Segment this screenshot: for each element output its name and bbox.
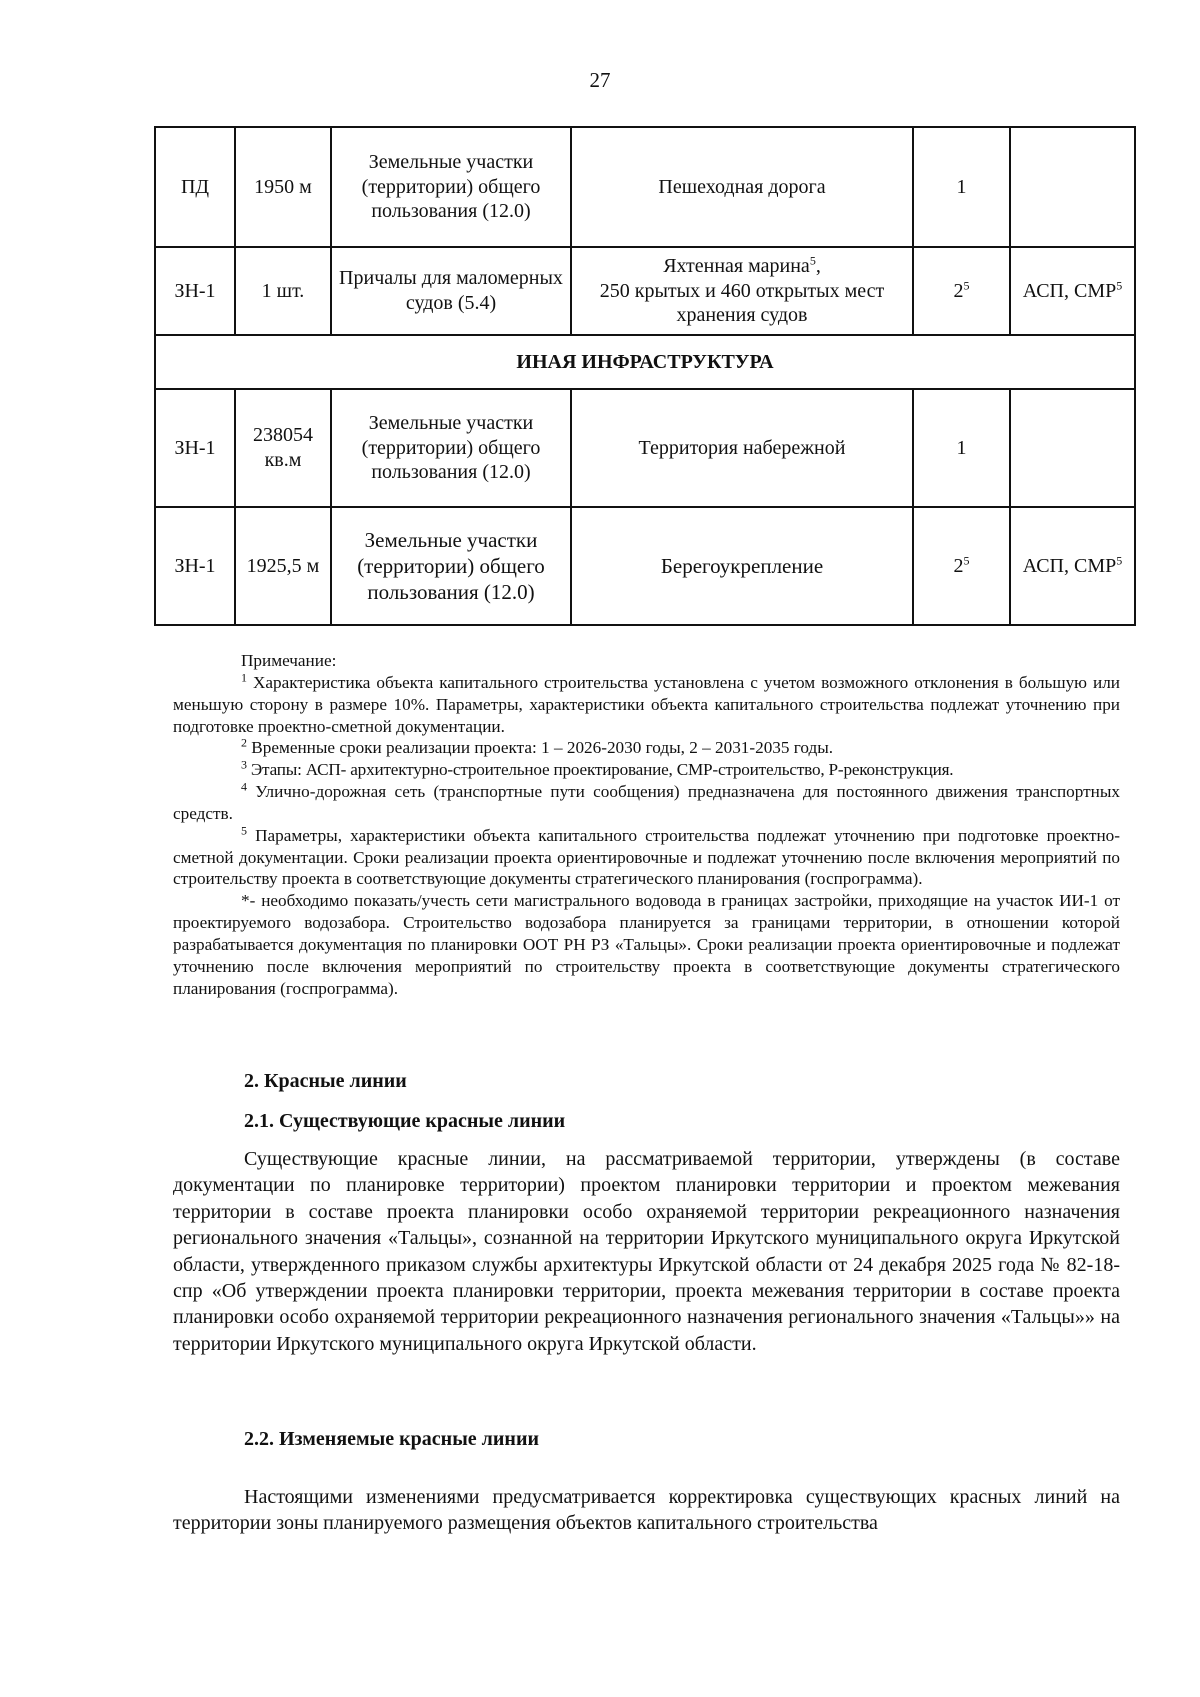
cell-stage: АСП, СМР$^5$ — [1010, 247, 1135, 335]
table-row — [155, 507, 1135, 625]
cell-size: 1950 м — [235, 127, 331, 247]
footnote-mark: 5 — [1116, 552, 1123, 567]
cell-size: 1 шт. — [235, 247, 331, 335]
cell-land-use: Причалы для маломерных судов (5.4) — [331, 247, 571, 335]
cell-object: Берегоукрепление — [571, 507, 913, 625]
notes-title: Примечание: — [241, 651, 337, 670]
cell-object: Пешеходная дорога — [571, 127, 913, 247]
objects-table — [154, 126, 1136, 626]
footnote-mark: 5 — [963, 552, 970, 567]
footnote-mark: 5 — [809, 253, 816, 268]
cell-stage: АСП, СМР$^5$ — [1010, 507, 1135, 625]
cell-period: 1 — [913, 389, 1010, 507]
cell-object: Территория набережной — [571, 389, 913, 507]
subsection-heading: 2.2. Изменяемые красные линии — [244, 1428, 539, 1450]
cell-size: 238054 кв.м — [235, 389, 331, 507]
footnote: $^5$ Параметры, характеристики объекта капитального строительства подлежат уточнению при подготовке проектно-сметной документации. Сроки реализации проекта ориентировочные и подлежат уточнению после включения мероприятий по строительству проекта в соответствующие документы стратегического планирования (госпрограмма). — [173, 823, 1120, 889]
cell-code: ПД — [155, 127, 235, 247]
cell-land-use: Земельные участки (территории) общего пользования (12.0) — [331, 389, 571, 507]
page-number: 27 — [589, 68, 611, 92]
footnote: $^4$ Улично-дорожная сеть (транспортные пути сообщения) предназначена для постоянного движения транспортных средств. — [173, 779, 1120, 823]
cell-period: 1 — [913, 127, 1010, 247]
footnote-mark: 5 — [963, 277, 970, 292]
cell-stage — [1010, 389, 1135, 507]
table-row — [155, 389, 1135, 507]
table-row — [155, 127, 1135, 247]
notes-block — [173, 650, 1120, 1000]
cell-size: 1925,5 м — [235, 507, 331, 625]
footnote: $^1$ Характеристика объекта капитального строительства установлена с учетом возможного отклонения в большую или меньшую сторону в размере 10%. Параметры, характеристики объекта капитального строительства подлежат уточнению при подготовке проектно-сметной документации. — [173, 670, 1120, 736]
footnote: $^2$ Временные сроки реализации проекта: 1 – 2026-2030 годы, 2 – 2031-2035 годы. — [241, 735, 834, 758]
cell-object: Яхтенная марина$^5$, 250 крытых и 460 открытых мест хранения судов — [571, 247, 913, 335]
cell-stage — [1010, 127, 1135, 247]
object-name: Яхтенная марина — [663, 254, 810, 277]
cell-code: ЗН-1 — [155, 247, 235, 335]
subsection-heading: 2.1. Существующие красные линии — [244, 1110, 566, 1132]
section-heading: 2. Красные линии — [244, 1070, 407, 1092]
subsection-text — [173, 1484, 1120, 1537]
paragraph: Существующие красные линии, на рассматриваемой территории, утверждены (в составе документации по планировке территории) проектом планировки территории и проектом межевания территории в составе проекта планировки особо охраняемой территории рекреационного назначения регионального значения «Тальцы», сознанной на территории Иркутского муниципального округа Иркутской области, утвержденного приказом службы архитектуры Иркутской области от 24 декабря 2025 года № 82-18-спр «Об утверждении проекта планировки территории, проекта межевания территории в составе проекта планировки особо охраняемой территории рекреационного назначения регионального значения «Тальцы»» на территории Иркутского муниципального округа Иркутской области. — [173, 1148, 1120, 1355]
table-row — [155, 247, 1135, 335]
cell-land-use: Земельные участки (территории) общего пользования (12.0) — [331, 127, 571, 247]
footnote: $^3$ Этапы: АСП- архитектурно-строительное проектирование, СМР-строительство, Р-реконструкция. — [241, 757, 954, 780]
table-section-row — [155, 335, 1135, 389]
footnote-mark: 5 — [1116, 277, 1123, 292]
cell-land-use: Земельные участки (территории) общего пользования (12.0) — [331, 507, 571, 625]
cell-code: ЗН-1 — [155, 507, 235, 625]
section-title: ИНАЯ ИНФРАСТРУКТУРА — [155, 335, 1135, 389]
footnote-asterisk: *- необходимо показать/учесть сети магистрального водовода в границах застройки, приходящие на участок ИИ-1 от проектируемого водозабора. Строительство водозабора планируется за границами территории, в отношении которой разрабатывается документация по планировки ООТ РН РЗ «Тальцы». Сроки реализации проекта ориентировочные и подлежат уточнению после включения мероприятий по строительству проекта в соответствующие документы стратегического планирования (госпрограмма). — [173, 891, 1120, 998]
object-detail: 250 крытых и 460 открытых мест хранения судов — [599, 279, 885, 327]
cell-code: ЗН-1 — [155, 389, 235, 507]
cell-period: $2^5$ — [913, 247, 1010, 335]
subsection-text — [173, 1146, 1120, 1357]
cell-period: $2^5$ — [913, 507, 1010, 625]
paragraph: Настоящими изменениями предусматривается корректировка существующих красных линий на территории зоны планируемого размещения объектов капитального строительства — [173, 1486, 1120, 1535]
